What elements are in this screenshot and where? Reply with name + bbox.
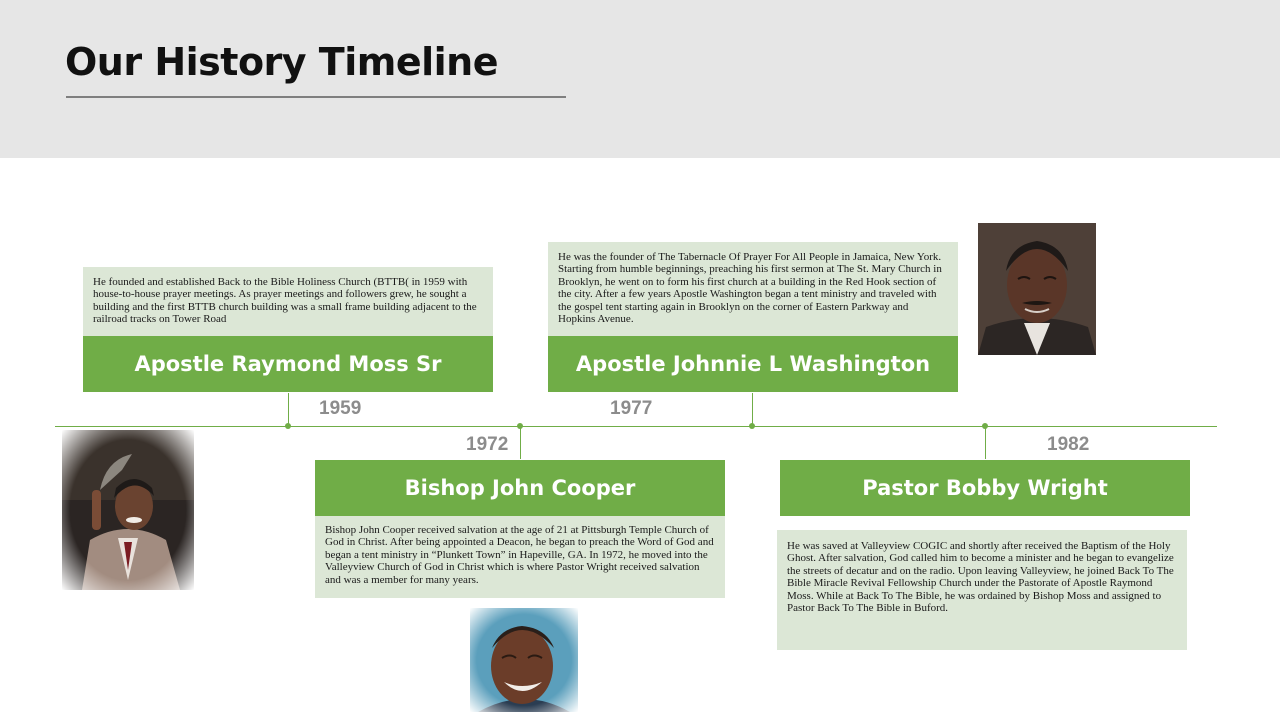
portrait-photo-washington xyxy=(978,223,1096,355)
dot-1959 xyxy=(285,423,291,429)
entry-name-washington: Apostle Johnnie L Washington xyxy=(548,336,958,392)
year-label-1977: 1977 xyxy=(610,398,653,419)
tick-1982 xyxy=(985,426,986,459)
entry-description-moss: He founded and established Back to the Bible Holiness Church (BTTB( in 1959 with house-to-house prayer meetings. As prayer meetings and followers grew, he sought a building and the first BTTB church building was a small frame building adjacent to the railroad tracks on Tower Road xyxy=(83,267,493,336)
tick-1959 xyxy=(288,393,289,426)
tick-1972 xyxy=(520,426,521,459)
year-label-1982: 1982 xyxy=(1047,434,1090,455)
dot-1972 xyxy=(517,423,523,429)
entry-name-cooper: Bishop John Cooper xyxy=(315,460,725,516)
portrait-photo-moss xyxy=(62,430,194,590)
timeline-axis xyxy=(55,426,1217,427)
dot-1977 xyxy=(749,423,755,429)
year-label-1959: 1959 xyxy=(319,398,362,419)
entry-description-washington: He was the founder of The Tabernacle Of Prayer For All People in Jamaica, New York. Starting from humble beginnings, preaching his first sermon at The St. Mary Church in Brooklyn, he went on to form his first church at a building in the Red Hook section of the city. After a few years Apostle Washington began a tent ministry and traveled with the gospel tent starting again in Brooklyn on the corner of Eastern Parkway and Hopkins Avenue. xyxy=(548,242,958,336)
entry-name-wright: Pastor Bobby Wright xyxy=(780,460,1190,516)
entry-name-moss: Apostle Raymond Moss Sr xyxy=(83,336,493,392)
tick-1977 xyxy=(752,393,753,426)
dot-1982 xyxy=(982,423,988,429)
entry-description-wright: He was saved at Valleyview COGIC and shortly after received the Baptism of the Holy Ghost. After salvation, God called him to become a minister and he began to evangelize the streets of decatur and on the radio. Upon leaving Valleyview, he joined Back To The Bible Miracle Revival Fellowship Church under the Pastorate of Apostle Raymond Moss. While at Back To The Bible, he was ordained by Bishop Moss and assigned to Pastor Back To The Bible in Buford. xyxy=(777,530,1187,650)
page-title: Our History Timeline xyxy=(65,40,498,84)
portrait-photo-cooper xyxy=(470,608,578,712)
entry-description-cooper: Bishop John Cooper received salvation at the age of 21 at Pittsburgh Temple Church of God in Christ. After being appointed a Deacon, he began to preach the Word of God and began a tent ministry in “Plunkett Town” in Hapeville, GA. In 1972, he moved into the Valleyview Church of God in Christ which is where Pastor Wright received salvation and was a member for many years. xyxy=(315,516,725,598)
title-underline xyxy=(66,96,566,98)
year-label-1972: 1972 xyxy=(466,434,509,455)
